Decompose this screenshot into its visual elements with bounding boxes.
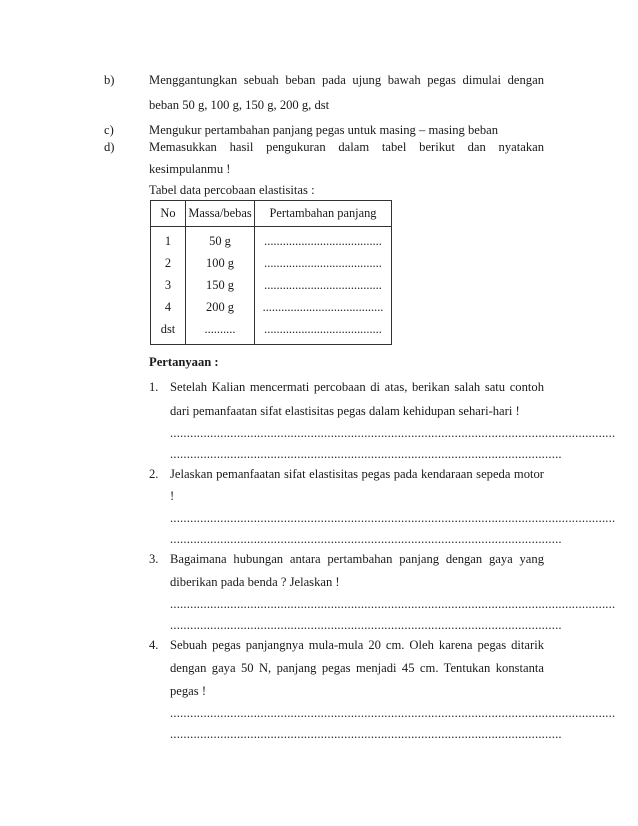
cell-mass: 150 g bbox=[186, 275, 255, 297]
column-header-mass: Massa/bebas bbox=[186, 201, 255, 227]
cell-mass: .......... bbox=[186, 318, 255, 344]
table-row bbox=[151, 318, 392, 344]
cell-no: 4 bbox=[151, 296, 186, 318]
question-3-line-1: Bagaimana hubungan antara pertambahan panjang dengan gaya yang bbox=[170, 552, 544, 566]
cell-mass: 100 g bbox=[186, 253, 255, 275]
step-c-line-1: Mengukur pertambahan panjang pegas untuk masing – masing beban bbox=[149, 123, 499, 137]
question-number-2: 2. bbox=[149, 467, 159, 481]
cell-extension: ...................................... bbox=[255, 253, 392, 275]
cell-extension: ...................................... bbox=[255, 318, 392, 344]
cell-mass: 200 g bbox=[186, 296, 255, 318]
answer-line: ..................................................................................................................... bbox=[170, 532, 562, 546]
column-header-no: No bbox=[151, 201, 186, 227]
step-d-line-1: Memasukkan hasil pengukuran dalam tabel berikut dan nyatakan bbox=[149, 140, 544, 154]
cell-extension: ...................................... bbox=[255, 227, 392, 253]
table-header-row bbox=[151, 201, 392, 227]
cell-extension: ...................................... bbox=[255, 275, 392, 297]
answer-line: ..................................................................................................................................... bbox=[170, 706, 616, 720]
answer-line: ..................................................................................................................................... bbox=[170, 511, 616, 525]
answer-line: ..................................................................................................................... bbox=[170, 618, 562, 632]
step-marker-d: d) bbox=[104, 140, 115, 154]
cell-no: 2 bbox=[151, 253, 186, 275]
table-row bbox=[151, 227, 392, 253]
question-4-line-2: dengan gaya 50 N, panjang pegas menjadi 45 cm. Tentukan konstanta bbox=[170, 661, 544, 675]
question-2-line-2: ! bbox=[170, 489, 175, 503]
question-1-line-2: dari pemanfaatan sifat elastisitas pegas dalam kehidupan sehari-hari ! bbox=[170, 404, 520, 418]
answer-line: ..................................................................................................................................... bbox=[170, 597, 616, 611]
cell-no: dst bbox=[151, 318, 186, 344]
table-caption: Tabel data percobaan elastisitas : bbox=[149, 183, 315, 197]
questions-heading: Pertanyaan : bbox=[149, 355, 219, 369]
step-d-line-2: kesimpulanmu ! bbox=[149, 162, 231, 176]
question-3-line-2: diberikan pada benda ? Jelaskan ! bbox=[170, 575, 340, 589]
question-number-4: 4. bbox=[149, 638, 159, 652]
table-row bbox=[151, 253, 392, 275]
question-number-3: 3. bbox=[149, 552, 159, 566]
step-marker-c: c) bbox=[104, 123, 114, 137]
column-header-extension: Pertambahan panjang bbox=[255, 201, 392, 227]
step-b-line-2: beban 50 g, 100 g, 150 g, 200 g, dst bbox=[149, 98, 330, 112]
elasticity-data-table bbox=[150, 200, 392, 345]
cell-no: 1 bbox=[151, 227, 186, 253]
answer-line: ..................................................................................................................................... bbox=[170, 426, 616, 440]
table-row bbox=[151, 275, 392, 297]
table-row bbox=[151, 296, 392, 318]
question-number-1: 1. bbox=[149, 380, 159, 394]
answer-line: ..................................................................................................................... bbox=[170, 447, 562, 461]
step-marker-b: b) bbox=[104, 73, 115, 87]
cell-mass: 50 g bbox=[186, 227, 255, 253]
cell-no: 3 bbox=[151, 275, 186, 297]
question-1-line-1: Setelah Kalian mencermati percobaan di atas, berikan salah satu contoh bbox=[170, 380, 544, 394]
answer-line: ..................................................................................................................... bbox=[170, 727, 562, 741]
question-4-line-1: Sebuah pegas panjangnya mula-mula 20 cm. Oleh karena pegas ditarik bbox=[170, 638, 544, 652]
question-4-line-3: pegas ! bbox=[170, 684, 207, 698]
cell-extension: ....................................... bbox=[255, 296, 392, 318]
step-b-line-1: Menggantungkan sebuah beban pada ujung bawah pegas dimulai dengan bbox=[149, 73, 544, 87]
question-2-line-1: Jelaskan pemanfaatan sifat elastisitas pegas pada kendaraan sepeda motor bbox=[170, 467, 544, 481]
